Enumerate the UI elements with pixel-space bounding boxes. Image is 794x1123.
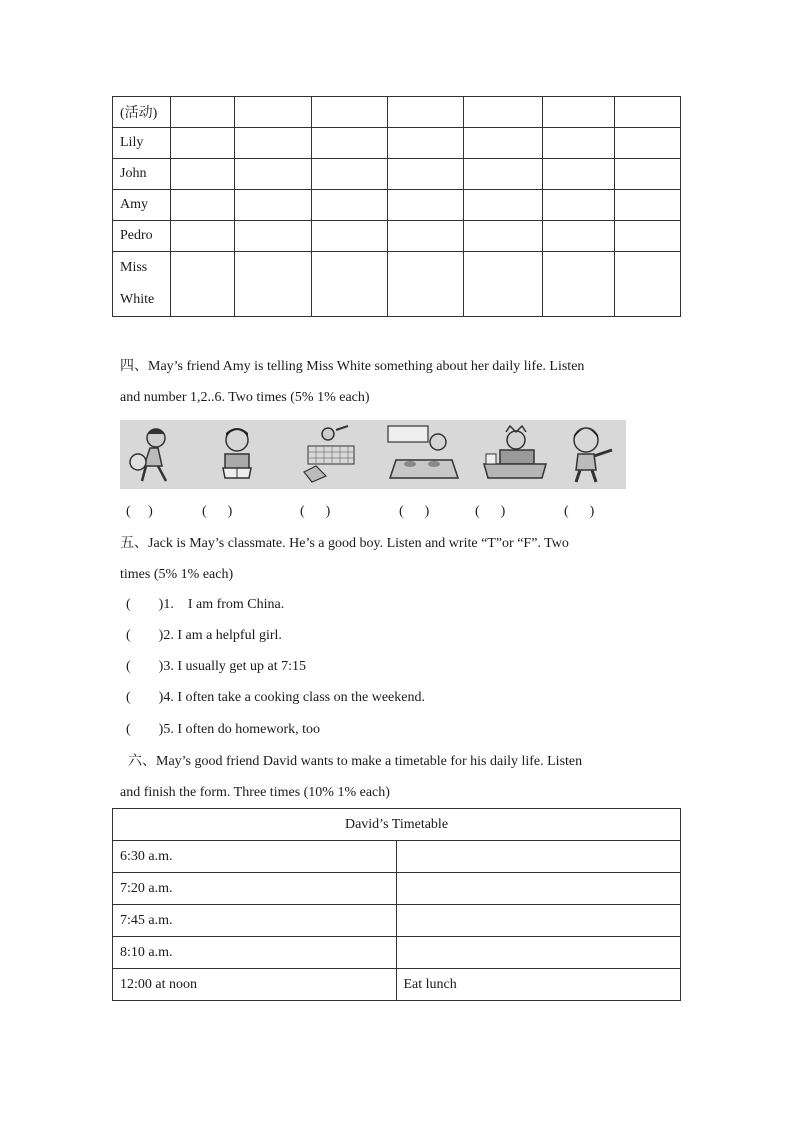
answer-cell[interactable] <box>464 190 543 221</box>
answer-cell[interactable] <box>543 97 615 128</box>
table-row <box>113 159 681 190</box>
activity-cell[interactable] <box>396 841 681 873</box>
answer-cell[interactable] <box>615 252 681 317</box>
time-cell: 12:00 at noon <box>113 969 397 1001</box>
table-row <box>113 809 681 841</box>
answer-cell[interactable] <box>171 252 235 317</box>
answer-cell[interactable] <box>615 159 681 190</box>
section5-instructions <box>120 528 672 590</box>
answer-cell[interactable] <box>312 221 388 252</box>
name-cell-amy: Amy <box>113 190 171 221</box>
picture-strip <box>120 420 626 489</box>
section4-number: 四 <box>120 359 134 374</box>
answer-cell[interactable] <box>543 190 615 221</box>
answer-cell[interactable] <box>312 159 388 190</box>
time-cell: 8:10 a.m. <box>113 937 397 969</box>
section4-line1 <box>120 351 672 382</box>
name-line: Miss <box>120 260 148 275</box>
answer-cell[interactable] <box>235 128 312 159</box>
answer-paren[interactable]: ( ) <box>564 504 595 519</box>
answer-cell[interactable] <box>543 159 615 190</box>
answer-cell[interactable] <box>235 159 312 190</box>
table-row <box>113 841 681 873</box>
section4-instructions <box>120 351 672 413</box>
section5-text-1: 、Jack is May’s classmate. He’s a good boy. Listen and write “T”or “F”. Two <box>134 536 569 551</box>
homework-picture <box>480 424 550 485</box>
answer-cell[interactable] <box>235 252 312 317</box>
answer-cell[interactable] <box>235 97 312 128</box>
name-cell-miss-white <box>113 252 171 317</box>
answer-cell[interactable] <box>464 128 543 159</box>
answer-cell[interactable] <box>388 128 464 159</box>
answer-cell[interactable] <box>171 128 235 159</box>
section5-line1 <box>120 528 672 559</box>
answer-cell[interactable] <box>464 252 543 317</box>
answer-cell[interactable] <box>464 159 543 190</box>
answer-cell[interactable] <box>312 128 388 159</box>
section5-line2: times (5% 1% each) <box>120 567 234 582</box>
answer-cell[interactable] <box>171 97 235 128</box>
section4-text-1: 、May’s friend Amy is telling Miss White something about her daily life. Listen <box>134 359 585 374</box>
true-false-item[interactable]: ( )1. I am from China. <box>126 597 285 612</box>
table-row <box>113 128 681 159</box>
answer-paren[interactable]: ( ) <box>399 504 430 519</box>
answer-cell[interactable] <box>615 190 681 221</box>
answer-cell[interactable] <box>388 221 464 252</box>
cooking-picture <box>386 424 462 485</box>
timetable-title: David’s Timetable <box>113 809 681 841</box>
activity-header: (活动) <box>113 97 171 128</box>
section6-text-1: 、May’s good friend David wants to make a timetable for his daily life. Listen <box>142 754 583 769</box>
table-row <box>113 190 681 221</box>
answer-cell[interactable] <box>615 128 681 159</box>
table-row <box>113 252 681 317</box>
answer-paren[interactable]: ( ) <box>300 504 331 519</box>
answer-cell[interactable] <box>312 252 388 317</box>
time-cell: 7:20 a.m. <box>113 873 397 905</box>
table-row <box>113 905 681 937</box>
answer-cell[interactable] <box>388 190 464 221</box>
answer-cell[interactable] <box>464 97 543 128</box>
answer-cell[interactable] <box>235 190 312 221</box>
answer-cell[interactable] <box>388 97 464 128</box>
activity-cell[interactable] <box>396 873 681 905</box>
boy-with-ball-picture <box>124 424 182 485</box>
name-cell-john: John <box>113 159 171 190</box>
answer-cell[interactable] <box>312 190 388 221</box>
table-row <box>113 969 681 1001</box>
true-false-item[interactable]: ( )2. I am a helpful girl. <box>126 628 282 643</box>
answer-cell[interactable] <box>388 159 464 190</box>
answer-cell[interactable] <box>235 221 312 252</box>
name-cell-lily: Lily <box>113 128 171 159</box>
table-row <box>113 221 681 252</box>
true-false-item[interactable]: ( )3. I usually get up at 7:15 <box>126 659 307 674</box>
activity-table <box>112 96 681 317</box>
answer-cell[interactable] <box>312 97 388 128</box>
activity-cell[interactable] <box>396 905 681 937</box>
answer-cell[interactable] <box>543 252 615 317</box>
answer-cell[interactable] <box>171 159 235 190</box>
answer-cell[interactable] <box>171 221 235 252</box>
true-false-item[interactable]: ( )4. I often take a cooking class on the weekend. <box>126 690 425 705</box>
table-row <box>113 937 681 969</box>
true-false-item[interactable]: ( )5. I often do homework, too <box>126 722 321 737</box>
section6-line2: and finish the form. Three times (10% 1% each) <box>120 785 390 800</box>
table-row <box>113 873 681 905</box>
timetable <box>112 808 681 1001</box>
time-cell: 6:30 a.m. <box>113 841 397 873</box>
boy-waving-picture <box>560 424 620 485</box>
name-cell-pedro: Pedro <box>113 221 171 252</box>
answer-parens-row <box>0 504 794 524</box>
badminton-picture <box>294 424 358 485</box>
section6-number: 六 <box>128 754 142 769</box>
answer-cell[interactable] <box>615 97 681 128</box>
table-row <box>113 97 681 128</box>
section5-number: 五 <box>120 536 134 551</box>
boy-reading-picture <box>208 424 266 485</box>
section4-line2: and number 1,2..6. Two times (5% 1% each) <box>120 390 370 405</box>
answer-cell[interactable] <box>543 128 615 159</box>
section6-line1 <box>120 746 672 777</box>
answer-paren[interactable]: ( ) <box>475 504 506 519</box>
answer-cell[interactable] <box>171 190 235 221</box>
answer-paren[interactable]: ( ) <box>202 504 233 519</box>
answer-cell[interactable] <box>464 221 543 252</box>
activity-cell[interactable] <box>396 937 681 969</box>
time-cell: 7:45 a.m. <box>113 905 397 937</box>
answer-cell[interactable] <box>615 221 681 252</box>
activity-cell[interactable]: Eat lunch <box>396 969 681 1001</box>
answer-paren[interactable]: ( ) <box>126 504 153 519</box>
answer-cell[interactable] <box>388 252 464 317</box>
answer-cell[interactable] <box>543 221 615 252</box>
section6-instructions <box>120 746 672 808</box>
name-line: White <box>120 292 155 307</box>
